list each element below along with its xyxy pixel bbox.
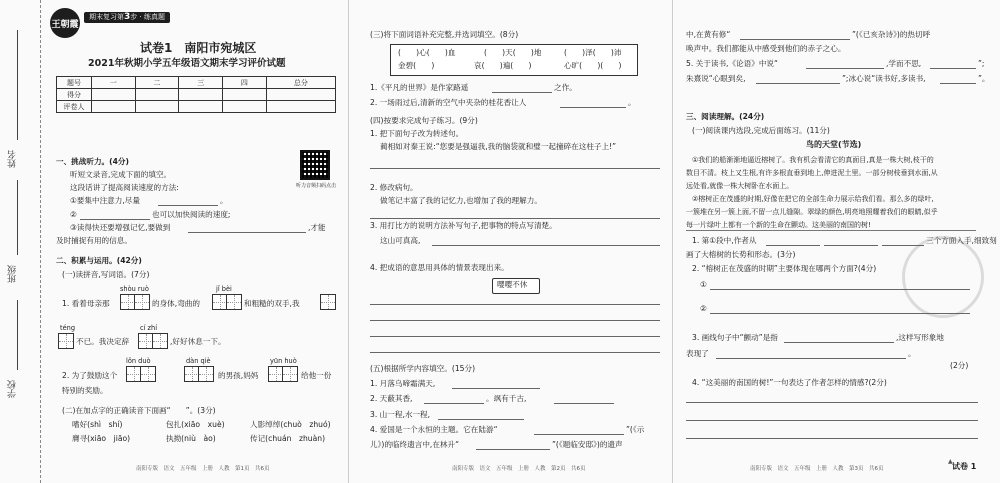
char-cell[interactable] — [226, 294, 242, 310]
page-footer: 南阳专版 语文 五年级 上册 人教 第1页 共6页 — [136, 466, 270, 472]
word-option[interactable]: 传记(chuán zhuàn) — [250, 434, 326, 443]
blank-line[interactable] — [716, 358, 906, 359]
char-cell[interactable] — [152, 333, 168, 349]
school-label: 学校 — [8, 380, 18, 398]
name-line — [17, 30, 18, 140]
class-line — [17, 180, 18, 255]
listen-item-2: ② — [70, 210, 77, 219]
passage-line: ①我们的船渐渐地逼近榕树了。我有机会看清它的真面目,真是一株大树,枝干的 — [692, 156, 934, 164]
page-2: (三)将下面词语补充完整,并选词填空。(8分) ( )心( )血 ( )天( )地 ( )泽( )沛 金碧( ) 哀( )遍( ) 心旷( )( ) 1.《平凡的世界》是作家路遥 之作。 2. 一场雨过后,清新的空气中夹杂的桂花香让人 。 (四)按要求完成句子练习。(9分) 1. 把下面句子改为转述句。 蔺相如对秦王说:“您要是强逼我,我的脑袋就和璧一起撞碎在这柱子上!” 2. 修改病句。 做笔记丰富了我的记忆力,也增加了我的理解力。 3. 用打比方的说明方法补写句子,把事物的特点写清楚。 这山可真高, 4. 把成语的意思用具体的情景表现出来。 嘤嘤不休 (五)根据所学内容填空。(15分) 1. 月落乌啼霜满天, 2. 天蔽其香, 。飒有千古, 3. 山一程,水一程, 4. 爱国是一个永恒的主题。它在陆游“ ”(《示 儿》)的临终遗言中,在林升“ ”(《题临安邸》)的遗声 南阳专版 语文 五年级 上册 人教 第2页 共6页 — [356, 0, 664, 483]
answer-line[interactable] — [686, 420, 978, 421]
answer-line[interactable] — [370, 320, 660, 321]
listen-item-3: ③读得快还要增强记忆,要做到 — [70, 223, 171, 232]
blank-line[interactable] — [806, 68, 884, 69]
answer-line[interactable] — [370, 336, 660, 337]
qr-caption: 听力音频扫码点击 — [296, 183, 337, 189]
word-option[interactable]: 人影绰绰(chuò zhuó) — [250, 420, 331, 429]
word-option[interactable]: 膺寻(xiāo jiāo) — [72, 434, 131, 443]
blank-line[interactable] — [534, 434, 624, 435]
char-cell[interactable] — [134, 294, 150, 310]
char-cell[interactable] — [140, 366, 156, 382]
word-option[interactable]: 执拗(niù ào) — [166, 434, 216, 443]
word-option[interactable]: 包扎(xiāo xuè) — [166, 420, 225, 429]
answer-line[interactable] — [370, 218, 660, 219]
blank-line[interactable] — [930, 68, 976, 69]
blank-line[interactable] — [158, 205, 218, 206]
page-divider — [348, 0, 349, 483]
section-2-heading: 二、积累与运用。(42分) — [56, 256, 142, 265]
answer-line[interactable] — [432, 245, 660, 246]
passage-line: ②榕树正在茂盛的时期,好像在把它的全部生命力展示给我们看。那么多的绿叶, — [692, 195, 934, 203]
binding-gutter — [0, 0, 41, 483]
blank-line[interactable] — [424, 403, 484, 404]
idiom-item[interactable]: 哀( )遍( ) — [474, 61, 532, 70]
blank-line[interactable] — [492, 92, 552, 93]
qr-code-icon[interactable] — [300, 150, 330, 180]
char-cell[interactable] — [58, 333, 74, 349]
answer-line[interactable] — [370, 168, 660, 169]
school-line — [17, 300, 18, 370]
review-step-badge: 期末复习第3步 · 练真题 — [84, 12, 170, 23]
pinyin-question: (一)读拼音,写词语。(7分) — [62, 270, 150, 279]
score-row: 得分 — [57, 89, 336, 101]
char-cell[interactable] — [320, 294, 336, 310]
word-option[interactable]: 嗜好(shì shí) — [72, 420, 123, 429]
passage-title: 鸟的天堂(节选) — [806, 140, 862, 149]
answer-line[interactable] — [686, 402, 978, 403]
answer-line[interactable] — [686, 438, 978, 439]
blank-line[interactable] — [766, 245, 820, 246]
section-1-heading: 一、挑战听力。(4分) — [56, 157, 129, 166]
class-label: 班级 — [8, 265, 18, 283]
blank-line[interactable] — [452, 388, 540, 389]
char-cell[interactable] — [282, 366, 298, 382]
blank-line[interactable] — [882, 245, 924, 246]
listen-intro: 这段话讲了提高阅读速度的方法: — [70, 183, 179, 192]
blank-line[interactable] — [188, 232, 306, 233]
answer-line[interactable] — [710, 313, 970, 314]
passage-line: 一簇堆在另一簇上面,不留一点儿缝隙。翠绿的颜色,明亮地照耀着我们的眼睛,似乎 — [686, 208, 938, 216]
section-3-heading: 三、阅读理解。(24分) — [686, 112, 765, 121]
idiom-question: (三)将下面词语补充完整,并选词填空。(8分) — [370, 30, 519, 39]
passage-line: 每一片绿叶上都有一个新的生命在颤动。这美丽的南国的树! — [686, 221, 871, 229]
score-table — [56, 76, 336, 113]
paper-title: 试卷1 南阳市宛城区 — [140, 41, 257, 55]
passage-line: 远处看,就像一株大树卧在水面上。 — [686, 182, 794, 190]
idiom-item[interactable]: ( )心( )血 — [398, 48, 456, 57]
listen-item-1: ①要集中注意力,尽量 — [70, 196, 140, 205]
underlined-sentence — [686, 230, 976, 231]
idiom-item[interactable]: ( )泽( )沛 — [564, 48, 622, 57]
blank-line[interactable] — [824, 245, 878, 246]
answer-line[interactable] — [370, 352, 660, 353]
page-1: 王朝霞 期末复习第3步 · 练真题 试卷1 南阳市宛城区 2021年秋期小学五年级语文期末学习评价试题 题号 一 二 三 四 总分 得分 评卷人 一、挑战听力。(4分) 听力音频扫码点击 听短文录音,完成下面的填空。 这段话讲了提高阅读速度的方法: ①要集中注意力,尽量 。 ② 也可以加快阅读的速度; ③读得快还要增强记忆,要做到 ,才能 及时捕捉有用的信息。 二、积累与运用。(42分) (一)读拼音,写词语。(7分) shòu ruò jǐ bèi 1. 看着母亲那 的身体,弯曲的 和粗糙的双手,我 téng cí zhí 不已。我决定辞 ,好好休息一下。 lǒn duò dàn qiè yūn huò 2. 为了鼓励这个 的男孩,妈妈 给他一份 特别的奖励。 (二)在加点字的正确读音下面画“ ”。(3分) 嗜好(shì shí) 包扎(xiāo xuè) 人影绰绰(chuò zhuó) 膺寻(xiāo jiāo) 执拗(niù ào) 传记(chuán zhuàn) 南阳专版 语文 五年级 上册 人教 第1页 共6页 — [48, 0, 340, 483]
idiom-tag-text: 嘤嘤不休 — [497, 280, 528, 289]
blank-line[interactable] — [740, 39, 850, 40]
page-3: 中,在黄有修“ ”(《已亥杂诗》)的热切呼 唤声中。我们都能从中感受到他们的赤子之心。 5. 关于读书,《论语》中说“ ,学而不思, ”; 朱熹说“心眼到矣, ”;冰心说“读书好,多读书, ”。 三、阅读理解。(24分) (一)阅读课内选段,完成后面练习。(11分) 鸟的天堂(节选) ①我们的船渐渐地逼近榕树了。我有机会看清它的真面目,真是一株大树,枝干的 数目不清。枝上又生根,有许多根直垂到地上,伸进泥土里。一部分树枝垂到水面,从 远处看,就像一株大树卧在水面上。 ②榕树正在茂盛的时期,好像在把它的全部生命力展示给我们看。那么多的绿叶, 一簇堆在另一簇上面,不留一点儿缝隙。翠绿的颜色,明亮地照耀着我们的眼睛,似乎 每一片绿叶上都有一个新的生命在颤动。这美丽的南国的树! 1. 第①段中,作者从 三个方面入手,细致刻 画了大榕树的长势和形态。(3分) 2. “榕树正在茂盛的时期”主要体现在哪两个方面?(4分) ① ② 3. 画线句子中“颤动”是指 ,这样写形象地 表现了 。 (2分) 4. “这美丽的南国的树!”一句表达了作者怎样的情感?(2分) 南阳专版 语文 五年级 上册 人教 第3页 共6页 ▲ 试卷 1 — [686, 30, 997, 472]
idiom-item[interactable]: 金碧( ) — [398, 61, 435, 70]
blank-line[interactable] — [476, 449, 550, 450]
paper-subtitle: 2021年秋期小学五年级语文期末学习评价试题 — [88, 58, 286, 69]
passage-line: 数目不清。枝上又生根,有许多根直垂到地上,伸进泥土里。一部分树枝垂到水面,从 — [686, 169, 938, 177]
answer-line[interactable] — [710, 289, 970, 290]
blank-line[interactable] — [80, 219, 150, 220]
blank-line[interactable] — [554, 403, 614, 404]
listen-instruction: 听短文录音,完成下面的填空。 — [70, 170, 172, 179]
page-divider — [672, 0, 673, 483]
answer-line[interactable] — [370, 304, 660, 305]
brand-logo: 王朝霞 — [50, 8, 80, 38]
char-cell[interactable] — [198, 366, 214, 382]
score-table-header: 题号 一 二 三 四 总分 — [57, 77, 336, 89]
page-footer: 南阳专版 语文 五年级 上册 人教 第2页 共6页 — [452, 466, 586, 472]
blank-line[interactable] — [438, 419, 524, 420]
blank-line[interactable] — [560, 107, 626, 108]
page-footer: 南阳专版 语文 五年级 上册 人教 第3页 共6页 — [750, 466, 884, 472]
grader-row: 评卷人 — [57, 101, 336, 113]
idiom-item[interactable]: 心旷( )( ) — [564, 61, 622, 70]
watermark-seal — [902, 236, 984, 318]
fill-question: (五)根据所学内容填空。(15分) — [370, 364, 476, 373]
reading-question: (二)在加点字的正确读音下面画“ ”。(3分) — [62, 406, 216, 415]
triangle-icon: ▲ — [948, 458, 953, 465]
reading-subquestion: (一)阅读课内选段,完成后面练习。(11分) — [692, 126, 830, 135]
name-label: 姓名 — [8, 150, 18, 168]
blank-line[interactable] — [940, 83, 976, 84]
sentence-question: (四)按要求完成句子练习。(9分) — [370, 116, 478, 125]
paper-corner-label: 试卷 1 — [952, 462, 977, 471]
idiom-item[interactable]: ( )天( )地 — [484, 48, 542, 57]
blank-line[interactable] — [756, 83, 840, 84]
blank-line[interactable] — [784, 342, 894, 343]
